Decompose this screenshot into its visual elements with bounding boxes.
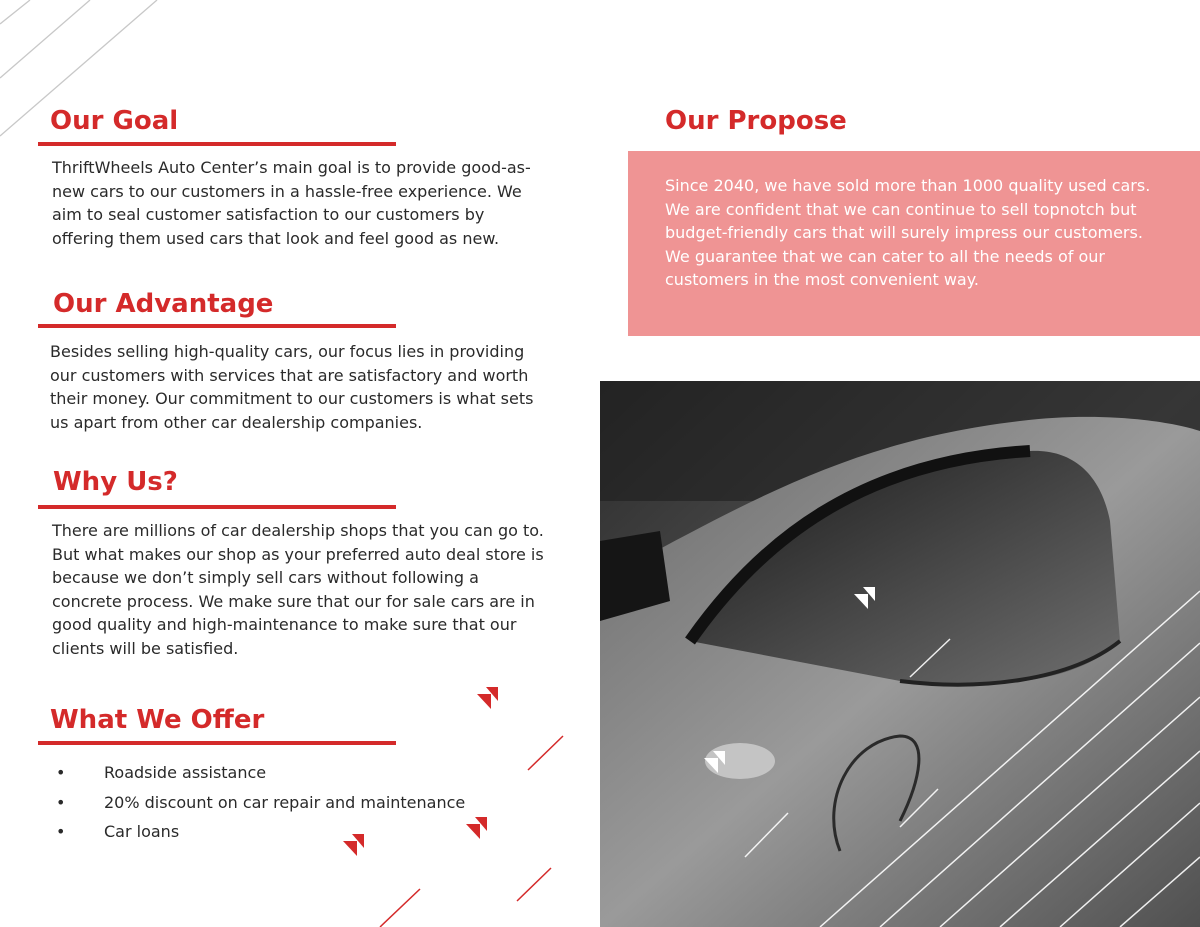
why-text: There are millions of car dealership shops that you can go to. But what makes our shop as your preferred auto deal store is because we don’t simply sell cars without following a concrete process. We make sure that our for sale cars are in good quality and high-maintenance to make sure that our clients will be satisfied. bbox=[52, 521, 544, 658]
goal-text: ThriftWheels Auto Center’s main goal is to provide good-as-new cars to our customers in a hassle-free experience. We aim to seal customer satisfaction to our customers by offering them used cars that look and feel good as new. bbox=[52, 158, 531, 248]
advantage-text: Besides selling high-quality cars, our focus lies in providing our customers with services that are satisfactory and worth their money. Our commitment to our customers is what sets us apart from other car dealership companies. bbox=[50, 342, 534, 432]
why-heading: Why Us? bbox=[53, 467, 178, 497]
propose-text: Since 2040, we have sold more than 1000 quality used cars. We are confident that we can continue to sell topnotch but budget-friendly cars that will surely impress our customers. We guarantee that we can cater to all the needs of our customers in the most convenient way. bbox=[665, 176, 1151, 289]
propose-box bbox=[628, 151, 1200, 336]
propose-heading: Our Propose bbox=[665, 106, 847, 136]
goal-heading: Our Goal bbox=[50, 106, 179, 136]
offer-heading: What We Offer bbox=[50, 705, 265, 735]
goal-underline bbox=[38, 142, 396, 146]
advantage-underline bbox=[38, 324, 396, 328]
offer-item: • Roadside assistance bbox=[56, 763, 267, 782]
offer-item: • 20% discount on car repair and maintenance bbox=[56, 792, 466, 812]
offer-item: • Car loans bbox=[56, 822, 180, 841]
advantage-heading: Our Advantage bbox=[53, 289, 274, 319]
red-decorations bbox=[340, 680, 580, 927]
car-photo bbox=[600, 381, 1200, 927]
why-underline bbox=[38, 505, 396, 509]
